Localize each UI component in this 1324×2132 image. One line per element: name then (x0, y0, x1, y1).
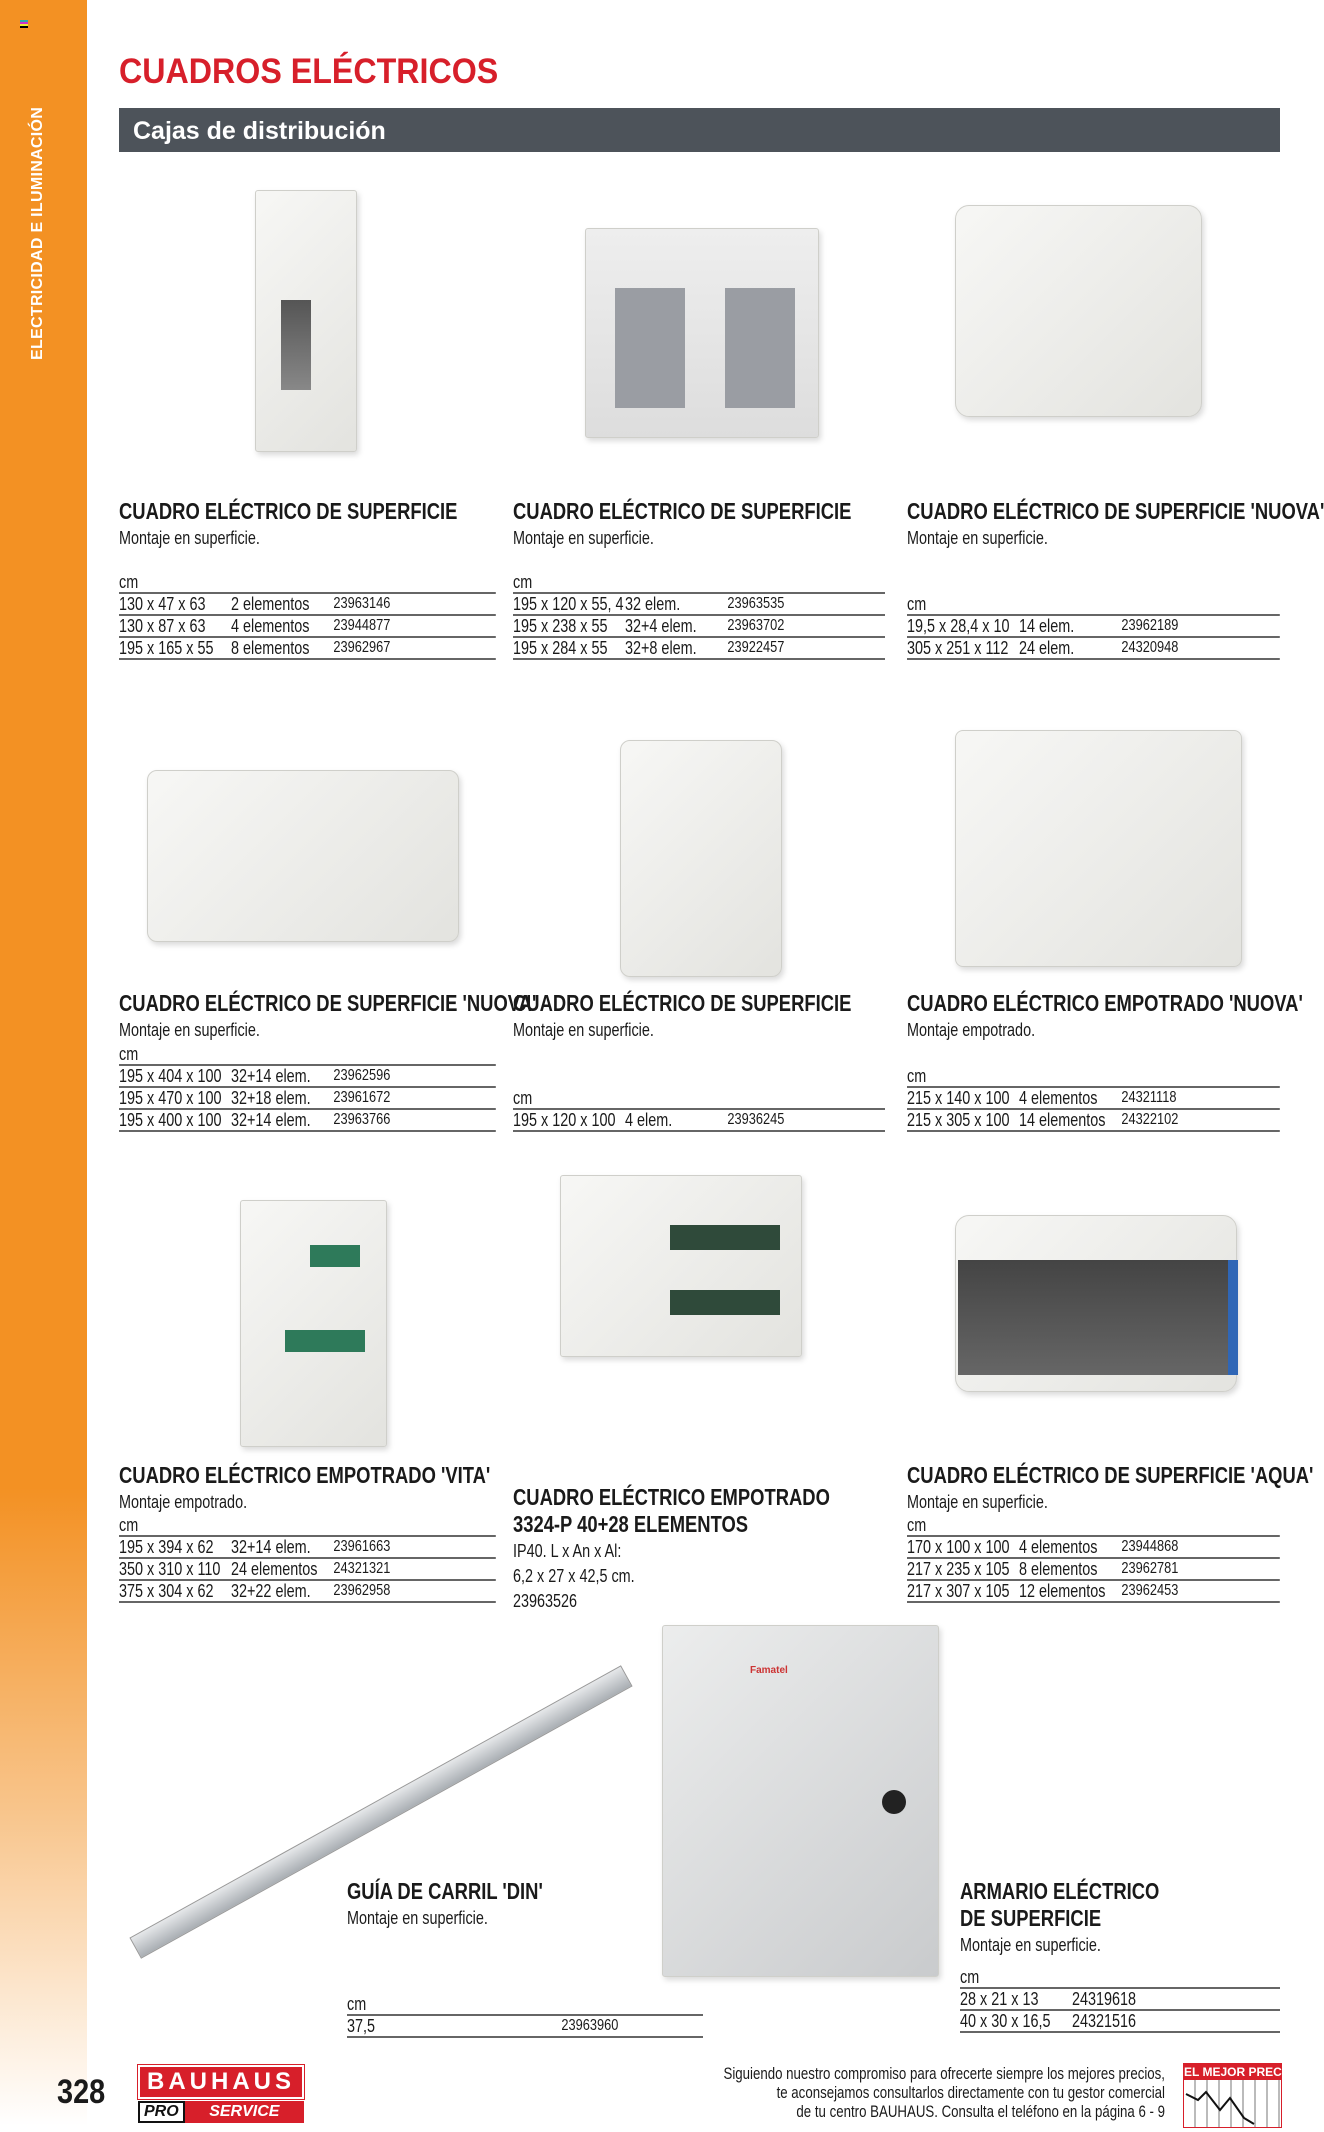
dimensions: 195 x 400 x 100 (119, 1110, 222, 1130)
product-title: CUADRO ELÉCTRICO DE SUPERFICIE (119, 498, 458, 524)
unit-label: cm (119, 1515, 496, 1537)
product-description: Montaje en superficie. (960, 1935, 1101, 1955)
article-code: 23944877 (333, 617, 391, 634)
elements: 32+8 elem. (625, 638, 697, 658)
unit-label: cm (907, 1515, 1280, 1537)
bauhaus-logo (138, 2065, 304, 2123)
product-image (560, 1175, 805, 1460)
best-price-badge (1183, 2063, 1295, 2128)
table-row (513, 594, 885, 616)
elements: 32+14 elem. (231, 1066, 311, 1086)
table-row (907, 1088, 1280, 1110)
dimensions: 195 x 284 x 55 (513, 638, 608, 658)
elements: 24 elementos (231, 1559, 318, 1579)
footer-note-line: te aconsejamos consultarlos directamente con tu gestor comercial (776, 2083, 1165, 2102)
elements: 4 elementos (1019, 1537, 1098, 1557)
table-row (960, 1989, 1280, 2011)
table-row (907, 1559, 1280, 1581)
article-code: 23962967 (333, 639, 391, 656)
product-description: Montaje en superficie. (513, 1020, 654, 1040)
product-description: 23963526 (513, 1591, 578, 1611)
article-code: 23962958 (333, 1582, 391, 1599)
table-row (119, 616, 496, 638)
article-code: 23963702 (727, 617, 785, 634)
product-text (907, 990, 1303, 1042)
elements: 8 elementos (1019, 1559, 1098, 1579)
product-spec-table (513, 1088, 885, 1132)
elements: 12 elementos (1019, 1581, 1106, 1601)
product-description: Montaje en superficie. (907, 1492, 1048, 1512)
elements: 32+14 elem. (231, 1537, 311, 1557)
product-title: DE SUPERFICIE (960, 1905, 1102, 1931)
unit-label: cm (960, 1967, 1280, 1989)
article-code: 24321321 (333, 1560, 391, 1577)
product-text (960, 1878, 1159, 1957)
category-label: ELECTRICIDAD E ILUMINACIÓN (29, 106, 46, 360)
product-text (513, 498, 851, 550)
product-spec-table (513, 572, 885, 660)
table-row (960, 2011, 1280, 2033)
article-code: 23961672 (333, 1089, 391, 1106)
elements: 8 elementos (231, 638, 310, 658)
product-description: 6,2 x 27 x 42,5 cm. (513, 1566, 635, 1586)
article-code: 23962596 (333, 1067, 391, 1084)
dimensions: 217 x 235 x 105 (907, 1559, 1010, 1579)
dimensions: 215 x 140 x 100 (907, 1088, 1010, 1108)
product-spec-table (907, 594, 1280, 660)
table-row (907, 1537, 1280, 1559)
table-row (119, 594, 496, 616)
unit-label: cm (119, 572, 496, 594)
article-code: 23936245 (727, 1111, 785, 1128)
table-row (907, 1581, 1280, 1603)
product-spec-table (119, 1515, 496, 1603)
product-description: IP40. L x An x Al: (513, 1541, 622, 1561)
unit-label: cm (347, 1994, 703, 2016)
product-title: CUADRO ELÉCTRICO DE SUPERFICIE 'NUOVA' (907, 498, 1324, 524)
dimensions: 350 x 310 x 110 (119, 1559, 221, 1579)
article-code: 23962453 (1121, 1582, 1179, 1599)
table-row (119, 1066, 496, 1088)
product-text (347, 1878, 543, 1930)
article-code: 23922457 (727, 639, 785, 656)
badge-label: EL MEJOR PRECIO (1184, 2065, 1295, 2079)
table-row (119, 638, 496, 660)
elements: 32+4 elem. (625, 616, 697, 636)
elements: 32+22 elem. (231, 1581, 311, 1601)
dimensions: 19,5 x 28,4 x 10 (907, 616, 1010, 636)
dimensions: 217 x 307 x 105 (907, 1581, 1010, 1601)
product-description: Montaje en superficie. (907, 528, 1048, 548)
product-image (955, 1215, 1240, 1395)
logo-pro: PRO (138, 2101, 185, 2123)
table-row (907, 1110, 1280, 1132)
product-image (255, 190, 365, 455)
article-code: 23961663 (333, 1538, 391, 1555)
dimensions: 305 x 251 x 112 (907, 638, 1009, 658)
article-code: 23963535 (727, 595, 785, 612)
table-row (119, 1581, 496, 1603)
table-row (907, 638, 1280, 660)
elements: 14 elem. (1019, 616, 1075, 636)
section-header (119, 108, 1280, 152)
product-description: Montaje empotrado. (119, 1492, 248, 1512)
dimensions: 130 x 47 x 63 (119, 594, 206, 614)
dimensions: 195 x 404 x 100 (119, 1066, 222, 1086)
product-spec-table (960, 1967, 1280, 2033)
table-row (119, 1110, 496, 1132)
product-title: CUADRO ELÉCTRICO DE SUPERFICIE 'NUOVA' (119, 990, 537, 1016)
price-drop-chart-icon (1184, 2080, 1281, 2127)
product-description: Montaje en superficie. (119, 528, 260, 548)
elements: 24319618 (1072, 1989, 1137, 2009)
product-title: CUADRO ELÉCTRICO EMPOTRADO 'NUOVA' (907, 990, 1303, 1016)
elements (459, 2016, 561, 2036)
article-code: 23963960 (561, 2017, 619, 2034)
elements: 2 elementos (231, 594, 310, 614)
dimensions: 195 x 165 x 55 (119, 638, 214, 658)
table-row (119, 1088, 496, 1110)
product-text (119, 498, 457, 550)
product-image (585, 228, 825, 440)
product-description: Montaje en superficie. (513, 528, 654, 548)
product-spec-table (347, 1994, 703, 2038)
product-image (620, 740, 785, 980)
page-number: 328 (57, 2073, 106, 2111)
dimensions: 40 x 30 x 16,5 (960, 2011, 1051, 2031)
elements: 32 elem. (625, 594, 681, 614)
product-image (240, 1200, 390, 1450)
table-row (119, 1559, 496, 1581)
elements: 24321516 (1072, 2011, 1137, 2031)
product-description: Montaje en superficie. (347, 1908, 488, 1928)
product-title: CUADRO ELÉCTRICO EMPOTRADO (513, 1484, 830, 1510)
unit-label: cm (907, 594, 1280, 616)
product-text (907, 1462, 1313, 1514)
footer-note (724, 2064, 1165, 2121)
product-title: CUADRO ELÉCTRICO DE SUPERFICIE 'AQUA' (907, 1462, 1314, 1488)
elements: 32+14 elem. (231, 1110, 311, 1130)
product-spec-table (119, 572, 496, 660)
section-title: Cajas de distribución (133, 117, 386, 145)
article-code: 23963766 (333, 1111, 391, 1128)
dimensions: 170 x 100 x 100 (907, 1537, 1010, 1557)
article-code: 23962781 (1121, 1560, 1179, 1577)
product-image (662, 1625, 942, 1980)
footer-note-line: de tu centro BAUHAUS. Consulta el teléfono en la página 6 - 9 (796, 2102, 1165, 2121)
elements: 4 elementos (231, 616, 310, 636)
unit-label: cm (907, 1066, 1280, 1088)
dimensions: 195 x 394 x 62 (119, 1537, 214, 1557)
article-code: 23944868 (1121, 1538, 1179, 1555)
product-title: CUADRO ELÉCTRICO DE SUPERFICIE (513, 990, 852, 1016)
product-title: 3324-P 40+28 ELEMENTOS (513, 1511, 749, 1537)
unit-label: cm (513, 572, 885, 594)
product-image (955, 730, 1245, 970)
product-spec-table (907, 1515, 1280, 1603)
dimensions: 130 x 87 x 63 (119, 616, 206, 636)
product-spec-table (907, 1066, 1280, 1132)
product-text (513, 990, 851, 1042)
product-text (119, 990, 536, 1042)
product-text (119, 1462, 490, 1514)
dimensions: 37,5 (347, 2016, 376, 2036)
table-row (907, 616, 1280, 638)
article-code: 24320948 (1121, 639, 1179, 656)
brand-label: Famatel (750, 1665, 788, 1676)
product-title: CUADRO ELÉCTRICO DE SUPERFICIE (513, 498, 852, 524)
dimensions: 195 x 120 x 100 (513, 1110, 616, 1130)
product-title: ARMARIO ELÉCTRICO (960, 1878, 1160, 1904)
dimensions: 215 x 305 x 100 (907, 1110, 1010, 1130)
elements: 32+18 elem. (231, 1088, 311, 1108)
elements: 24 elem. (1019, 638, 1075, 658)
product-title: CUADRO ELÉCTRICO EMPOTRADO 'VITA' (119, 1462, 491, 1488)
logo-service: SERVICE (185, 2101, 304, 2123)
color-marks (20, 20, 28, 28)
logo-top: BAUHAUS (138, 2065, 304, 2099)
product-text (907, 498, 1324, 550)
unit-label: cm (513, 1088, 885, 1110)
product-image (147, 770, 462, 945)
dimensions: 28 x 21 x 13 (960, 1989, 1039, 2009)
page-title: CUADROS ELÉCTRICOS (119, 52, 499, 91)
table-row (513, 616, 885, 638)
article-code: 23962189 (1121, 617, 1179, 634)
footer-note-line: Siguiendo nuestro compromiso para ofrecerte siempre los mejores precios, (723, 2064, 1165, 2083)
product-description: Montaje en superficie. (119, 1020, 260, 1040)
table-row (513, 1110, 885, 1132)
product-description: Montaje empotrado. (907, 1020, 1036, 1040)
unit-label: cm (119, 1044, 496, 1066)
article-code: 24321118 (1121, 1089, 1177, 1106)
product-image (955, 205, 1205, 420)
article-code: 24322102 (1121, 1111, 1179, 1128)
category-sidebar (0, 0, 87, 2126)
dimensions: 375 x 304 x 62 (119, 1581, 214, 1601)
elements: 14 elementos (1019, 1110, 1106, 1130)
product-spec-table (119, 1044, 496, 1132)
elements: 4 elementos (1019, 1088, 1098, 1108)
product-text (513, 1484, 830, 1613)
table-row (347, 2016, 703, 2038)
table-row (513, 638, 885, 660)
dimensions: 195 x 120 x 55, 4 (513, 594, 624, 614)
article-code: 23963146 (333, 595, 391, 612)
table-row (119, 1537, 496, 1559)
elements: 4 elem. (625, 1110, 673, 1130)
dimensions: 195 x 238 x 55 (513, 616, 608, 636)
dimensions: 195 x 470 x 100 (119, 1088, 222, 1108)
product-title: GUÍA DE CARRIL 'DIN' (347, 1878, 543, 1904)
